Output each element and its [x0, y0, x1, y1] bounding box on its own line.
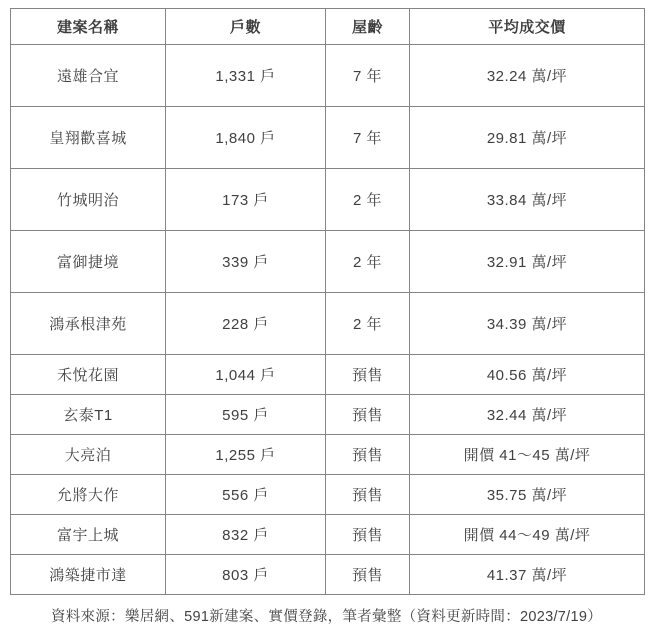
cell-avg-price: 41.37 萬/坪 [410, 555, 645, 595]
table-row [11, 515, 645, 555]
cell-avg-price: 40.56 萬/坪 [410, 355, 645, 395]
cell-age: 預售 [326, 555, 410, 595]
cell-age: 2 年 [326, 231, 410, 293]
cell-avg-price: 開價 44～49 萬/坪 [410, 515, 645, 555]
cell-project-name: 允將大作 [11, 475, 166, 515]
cell-project-name: 鴻築捷市達 [11, 555, 166, 595]
cell-project-name: 富宇上城 [11, 515, 166, 555]
table-row [11, 555, 645, 595]
cell-project-name: 竹城明治 [11, 169, 166, 231]
cell-avg-price: 開價 41～45 萬/坪 [410, 435, 645, 475]
table-row [11, 231, 645, 293]
cell-project-name: 鴻承根津苑 [11, 293, 166, 355]
cell-project-name: 玄泰T1 [11, 395, 166, 435]
table-header-row [11, 9, 645, 45]
cell-units: 803 戶 [166, 555, 326, 595]
table-row [11, 355, 645, 395]
cell-age: 預售 [326, 475, 410, 515]
column-header-age: 屋齡 [326, 9, 410, 45]
cell-units: 1,331 戶 [166, 45, 326, 107]
cell-project-name: 大亮泊 [11, 435, 166, 475]
cell-units: 1,044 戶 [166, 355, 326, 395]
cell-age: 預售 [326, 435, 410, 475]
column-header-units: 戶數 [166, 9, 326, 45]
table-row [11, 45, 645, 107]
cell-age: 預售 [326, 355, 410, 395]
cell-units: 228 戶 [166, 293, 326, 355]
cell-project-name: 遠雄合宜 [11, 45, 166, 107]
column-header-project-name: 建案名稱 [11, 9, 166, 45]
cell-units: 1,840 戶 [166, 107, 326, 169]
cell-avg-price: 29.81 萬/坪 [410, 107, 645, 169]
column-header-avg-price: 平均成交價 [410, 9, 645, 45]
cell-avg-price: 32.44 萬/坪 [410, 395, 645, 435]
cell-project-name: 富御捷境 [11, 231, 166, 293]
cell-avg-price: 34.39 萬/坪 [410, 293, 645, 355]
cell-units: 556 戶 [166, 475, 326, 515]
table-row [11, 169, 645, 231]
table-row [11, 475, 645, 515]
cell-project-name: 皇翔歡喜城 [11, 107, 166, 169]
cell-units: 1,255 戶 [166, 435, 326, 475]
table-row [11, 435, 645, 475]
cell-avg-price: 33.84 萬/坪 [410, 169, 645, 231]
table-row [11, 293, 645, 355]
cell-avg-price: 32.24 萬/坪 [410, 45, 645, 107]
table-row [11, 395, 645, 435]
cell-project-name: 禾悅花園 [11, 355, 166, 395]
cell-units: 595 戶 [166, 395, 326, 435]
cell-age: 2 年 [326, 169, 410, 231]
cell-units: 832 戶 [166, 515, 326, 555]
cell-age: 7 年 [326, 107, 410, 169]
cell-age: 預售 [326, 395, 410, 435]
table-row [11, 107, 645, 169]
cell-age: 2 年 [326, 293, 410, 355]
cell-units: 173 戶 [166, 169, 326, 231]
source-note: 資料來源：樂居網、591新建案、實價登錄，筆者彙整（資料更新時間：2023/7/19） [50, 609, 603, 625]
cell-avg-price: 35.75 萬/坪 [410, 475, 645, 515]
housing-price-table [10, 8, 645, 595]
cell-age: 預售 [326, 515, 410, 555]
cell-age: 7 年 [326, 45, 410, 107]
cell-units: 339 戶 [166, 231, 326, 293]
cell-avg-price: 32.91 萬/坪 [410, 231, 645, 293]
